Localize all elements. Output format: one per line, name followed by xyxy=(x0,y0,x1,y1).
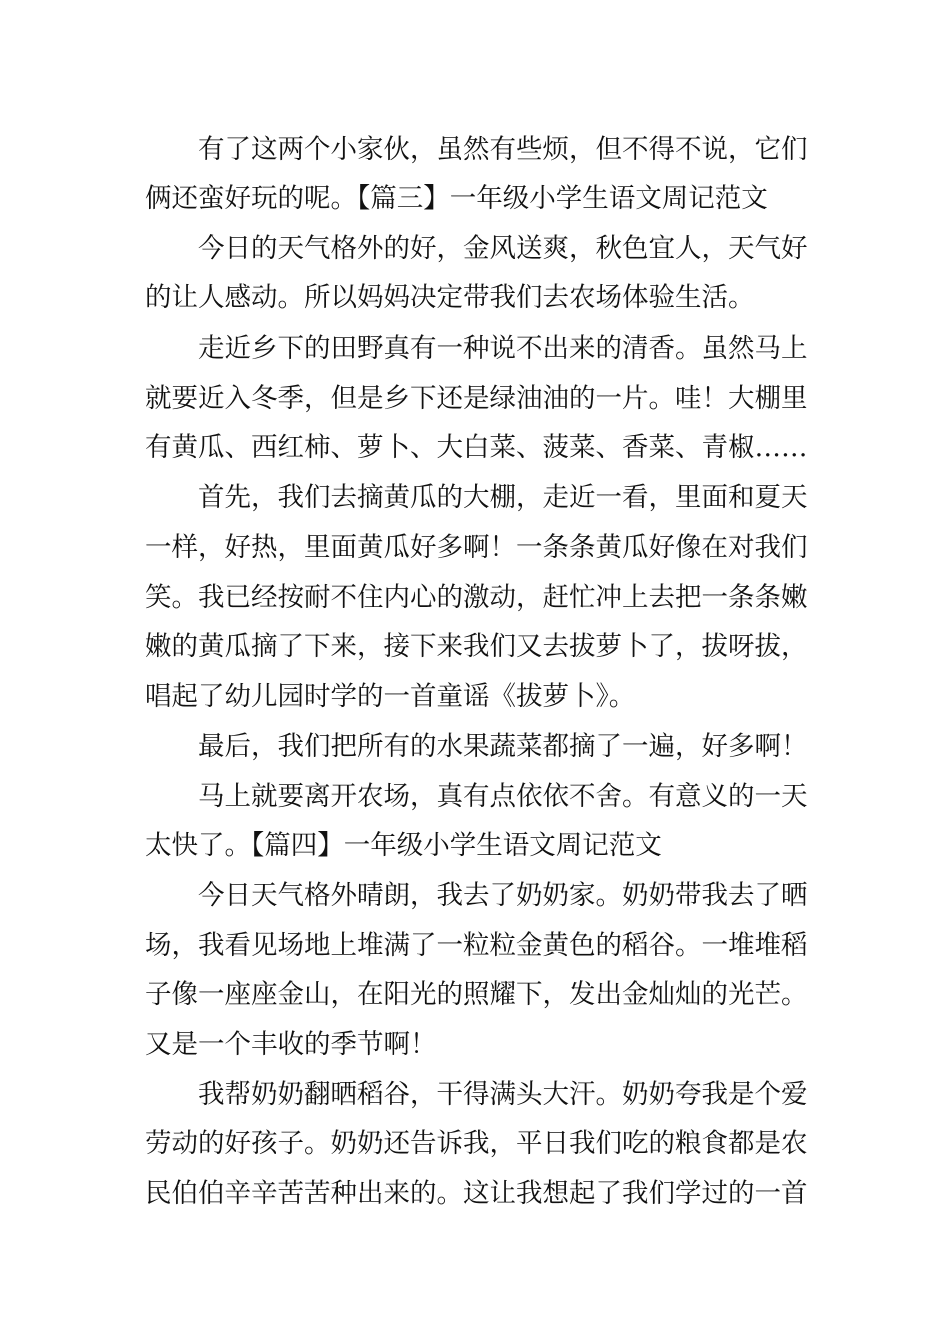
text-line: 俩还蛮好玩的呢。【篇三】一年级小学生语文周记范文 xyxy=(145,183,768,214)
text-line: 今日的天气格外的好，金风送爽，秋色宜人，天气好 xyxy=(198,233,808,264)
text-line: 子像一座座金山，在阳光的照耀下，发出金灿灿的光芒。 xyxy=(145,979,808,1010)
text-line: 劳动的好孩子。奶奶还告诉我，平日我们吃的粮食都是农 xyxy=(145,1128,808,1159)
text-line: 走近乡下的田野真有一种说不出来的清香。虽然马上 xyxy=(198,333,808,364)
text-line: 笑。我已经按耐不住内心的激动，赶忙冲上去把一条条嫩 xyxy=(145,582,808,613)
text-line: 唱起了幼儿园时学的一首童谣《拔萝卜》。 xyxy=(145,681,636,712)
text-line: 就要近入冬季，但是乡下还是绿油油的一片。哇！大棚里 xyxy=(145,383,808,414)
text-line: 民伯伯辛辛苦苦种出来的。这让我想起了我们学过的一首 xyxy=(145,1178,808,1209)
text-line: 首先，我们去摘黄瓜的大棚，走近一看，里面和夏天 xyxy=(198,482,808,513)
text-line: 最后，我们把所有的水果蔬菜都摘了一遍，好多啊！ xyxy=(198,731,808,762)
text-line: 有了这两个小家伙，虽然有些烦，但不得不说，它们 xyxy=(198,134,808,165)
text-line: 的让人感动。所以妈妈决定带我们去农场体验生活。 xyxy=(145,282,755,313)
text-line: 嫩的黄瓜摘了下来，接下来我们又去拔萝卜了，拔呀拔， xyxy=(145,631,808,662)
text-line: 有黄瓜、西红柿、萝卜、大白菜、菠菜、香菜、青椒…… xyxy=(145,432,808,463)
text-line: 一样，好热，里面黄瓜好多啊！一条条黄瓜好像在对我们 xyxy=(145,532,808,563)
text-line: 马上就要离开农场，真有点依依不舍。有意义的一天 xyxy=(198,781,808,812)
text-line: 今日天气格外晴朗，我去了奶奶家。奶奶带我去了晒 xyxy=(198,880,808,911)
text-line: 场，我看见场地上堆满了一粒粒金黄色的稻谷。一堆堆稻 xyxy=(145,930,808,961)
text-line: 又是一个丰收的季节啊！ xyxy=(145,1029,437,1060)
text-line: 我帮奶奶翻晒稻谷，干得满头大汗。奶奶夸我是个爱 xyxy=(198,1079,808,1110)
text-line: 太快了。【篇四】一年级小学生语文周记范文 xyxy=(145,830,662,861)
